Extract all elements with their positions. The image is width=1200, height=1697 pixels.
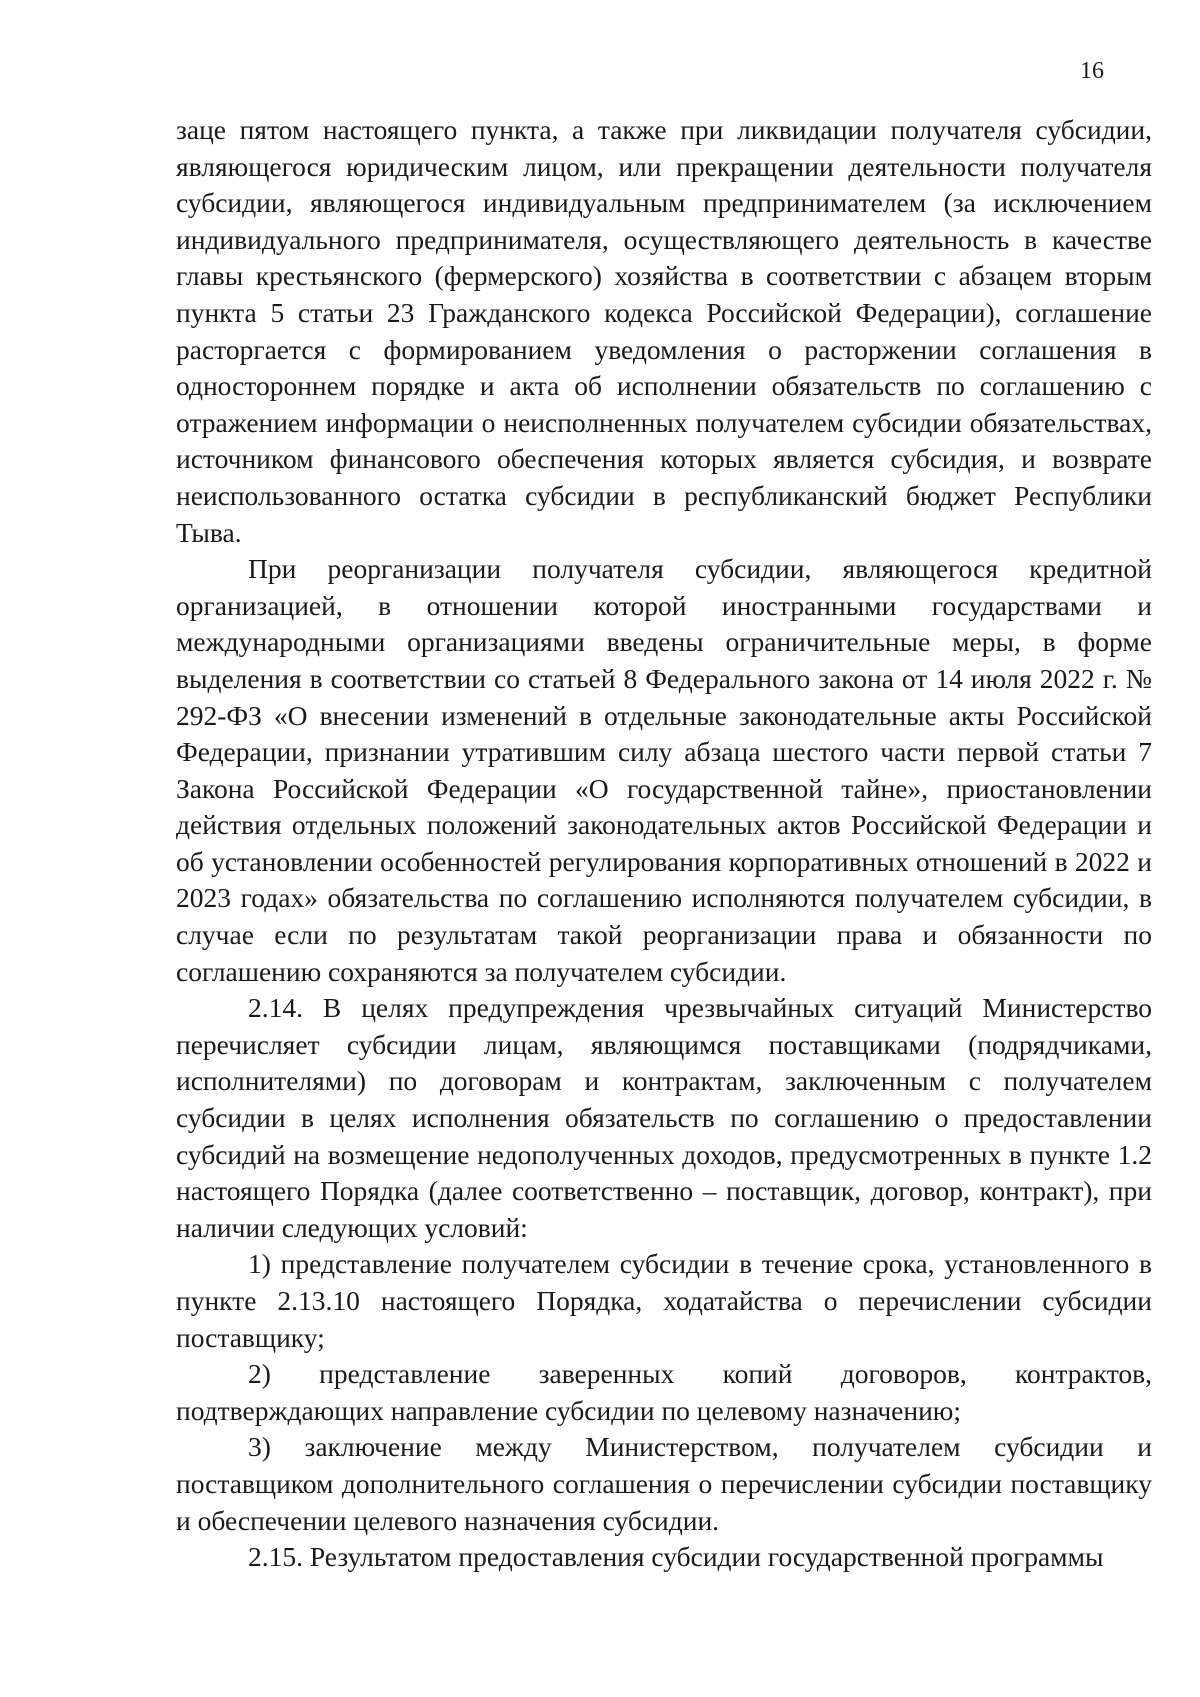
page-number: 16	[1080, 58, 1104, 84]
condition-item-3: 3) заключение между Министерством, получателем субсидии и поставщиком дополнительного соглашения о перечислении субсидии поставщику и обеспечении целевого назначения субсидии.	[176, 1431, 1152, 1536]
document-body	[176, 112, 1152, 1576]
paragraph-reorganization: При реорганизации получателя субсидии, являющегося кредитной организацией, в отношении которой иностранными государствами и международными организациями введены ограничительные меры, в форме выделения в соответствии со статьей 8 Федерального закона от 14 июля 2022 г. № 292-ФЗ «О внесении изменений в отдельные законодательные акты Российской Федерации, признании утратившим силу абзаца шестого части первой статьи 7 Закона Российской Федерации «О государственной тайне», приостановлении действия отдельных положений законодательных актов Российской Федерации и об установлении особенностей регулирования корпоративных отношений в 2022 и 2023 годах» обязательства по соглашению исполняются получателем субсидии, в случае если по результатам такой реорганизации права и обязанности по соглашению сохраняются за получателем субсидии.	[176, 553, 1152, 987]
condition-item-1: 1) представление получателем субсидии в течение срока, установленного в пункте 2.13.10 настоящего Порядка, ходатайства о перечислении субсидии поставщику;	[176, 1248, 1152, 1353]
paragraph-2-14: 2.14. В целях предупреждения чрезвычайных ситуаций Министерство перечисляет субсидии лицам, являющимся поставщиками (подрядчиками, исполнителями) по договорам и контрактам, заключенным с получателем субсидии в целях исполнения обязательств по соглашению о предоставлении субсидий на возмещение недополученных доходов, предусмотренных в пункте 1.2 настоящего Порядка (далее соответственно – поставщик, договор, контракт), при наличии следующих условий:	[176, 992, 1152, 1243]
paragraph-continuation: заце пятом настоящего пункта, а также при ликвидации получателя субсидии, являющегося юридическим лицом, или прекращении деятельности получателя субсидии, являющегося индивидуальным предпринимателем (за исключением индивидуального предпринимателя, осуществляющего деятельность в качестве главы крестьянского (фермерского) хозяйства в соответствии с абзацем вторым пункта 5 статьи 23 Гражданского кодекса Российской Федерации), соглашение расторгается с формированием уведомления о расторжении соглашения в одностороннем порядке и акта об исполнении обязательств по соглашению с отражением информации о неисполненных получателем субсидии обязательствах, источником финансового обеспечения которых является субсидия, и возврате неиспользованного остатка субсидии в республиканский бюджет Республики Тыва.	[176, 114, 1152, 548]
condition-item-2: 2) представление заверенных копий договоров, контрактов, подтверждающих направление субсидии по целевому назначению;	[176, 1358, 1152, 1426]
paragraph-2-15: 2.15. Результатом предоставления субсидии государственной программы	[248, 1541, 1104, 1573]
